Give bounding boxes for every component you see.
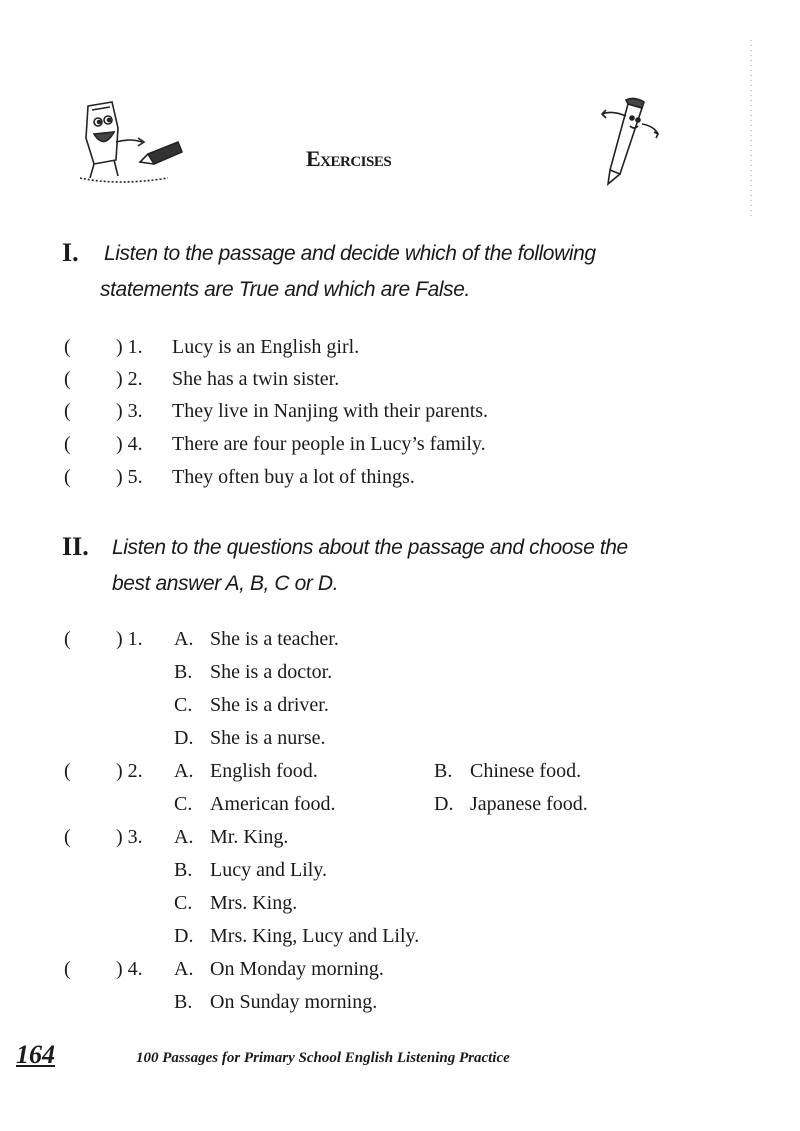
q4-option-b: B. On Sunday morning. <box>174 991 378 1013</box>
answer-blank[interactable]: ( <box>64 336 71 358</box>
pencil-character-illustration <box>598 96 664 186</box>
q2-option-b: B. Chinese food. <box>434 760 582 782</box>
page-number: 164 <box>16 1040 55 1069</box>
q2-option-a: A. English food. <box>174 760 318 782</box>
answer-blank[interactable]: ( <box>64 628 71 650</box>
q3-option-d: D. Mrs. King, Lucy and Lily. <box>174 925 420 947</box>
item-number: 3. <box>127 826 143 848</box>
q1-option-d: D. She is a nurse. <box>174 727 326 749</box>
mc-question-2: ( ) 2. <box>64 756 164 786</box>
item-number: 1. <box>127 628 143 650</box>
q3-option-b: B. Lucy and Lily. <box>174 859 328 881</box>
answer-blank[interactable]: ( <box>64 826 71 848</box>
item-text: They live in Nanjing with their parents. <box>172 400 489 422</box>
answer-blank[interactable]: ( <box>64 433 71 455</box>
item-number: 2. <box>127 368 143 390</box>
q1-option-a: A. She is a teacher. <box>174 628 339 650</box>
item-number: 2. <box>127 760 143 782</box>
item-number: 4. <box>127 958 143 980</box>
answer-blank[interactable]: ( <box>64 368 71 390</box>
section-2-instruction-line2: best answer A, B, C or D. <box>112 572 339 595</box>
section-1-number: I. <box>62 238 79 267</box>
book-title: 100 Passages for Primary School English Listening Practice <box>136 1050 510 1066</box>
item-number: 4. <box>127 433 143 455</box>
mc-question-3: ( ) 3. <box>64 822 164 852</box>
item-text: They often buy a lot of things. <box>172 466 415 488</box>
answer-blank[interactable]: ( <box>64 466 71 488</box>
item-text: Lucy is an English girl. <box>172 336 360 358</box>
mc-question-4: ( ) 4. <box>64 954 164 984</box>
item-number: 1. <box>127 336 143 358</box>
q1-option-c: C. She is a driver. <box>174 694 329 716</box>
section-1-instruction-line1: Listen to the passage and decide which of the following <box>104 242 596 265</box>
q1-option-b: B. She is a doctor. <box>174 661 333 683</box>
answer-blank[interactable]: ( <box>64 958 71 980</box>
q3-option-c: C. Mrs. King. <box>174 892 298 914</box>
answer-blank[interactable]: ( <box>64 400 71 422</box>
section-2-number: II. <box>62 532 89 561</box>
item-text: She has a twin sister. <box>172 368 340 390</box>
q2-option-d: D. Japanese food. <box>434 793 588 815</box>
q2-option-c: C. American food. <box>174 793 336 815</box>
item-number: 5. <box>127 466 143 488</box>
cartoon-character-illustration <box>78 98 190 184</box>
answer-blank[interactable]: ( <box>64 760 71 782</box>
q3-option-a: A. Mr. King. <box>174 826 289 848</box>
mc-question-1: ( ) 1. <box>64 624 164 654</box>
page-title: Exercises <box>306 146 392 171</box>
item-text: There are four people in Lucy’s family. <box>172 433 486 455</box>
section-1-instruction-line2: statements are True and which are False. <box>100 278 470 301</box>
q4-option-a: A. On Monday morning. <box>174 958 384 980</box>
item-number: 3. <box>127 400 143 422</box>
section-2-instruction-line1: Listen to the questions about the passage and choose the <box>112 536 628 559</box>
scan-artifact <box>748 40 754 220</box>
